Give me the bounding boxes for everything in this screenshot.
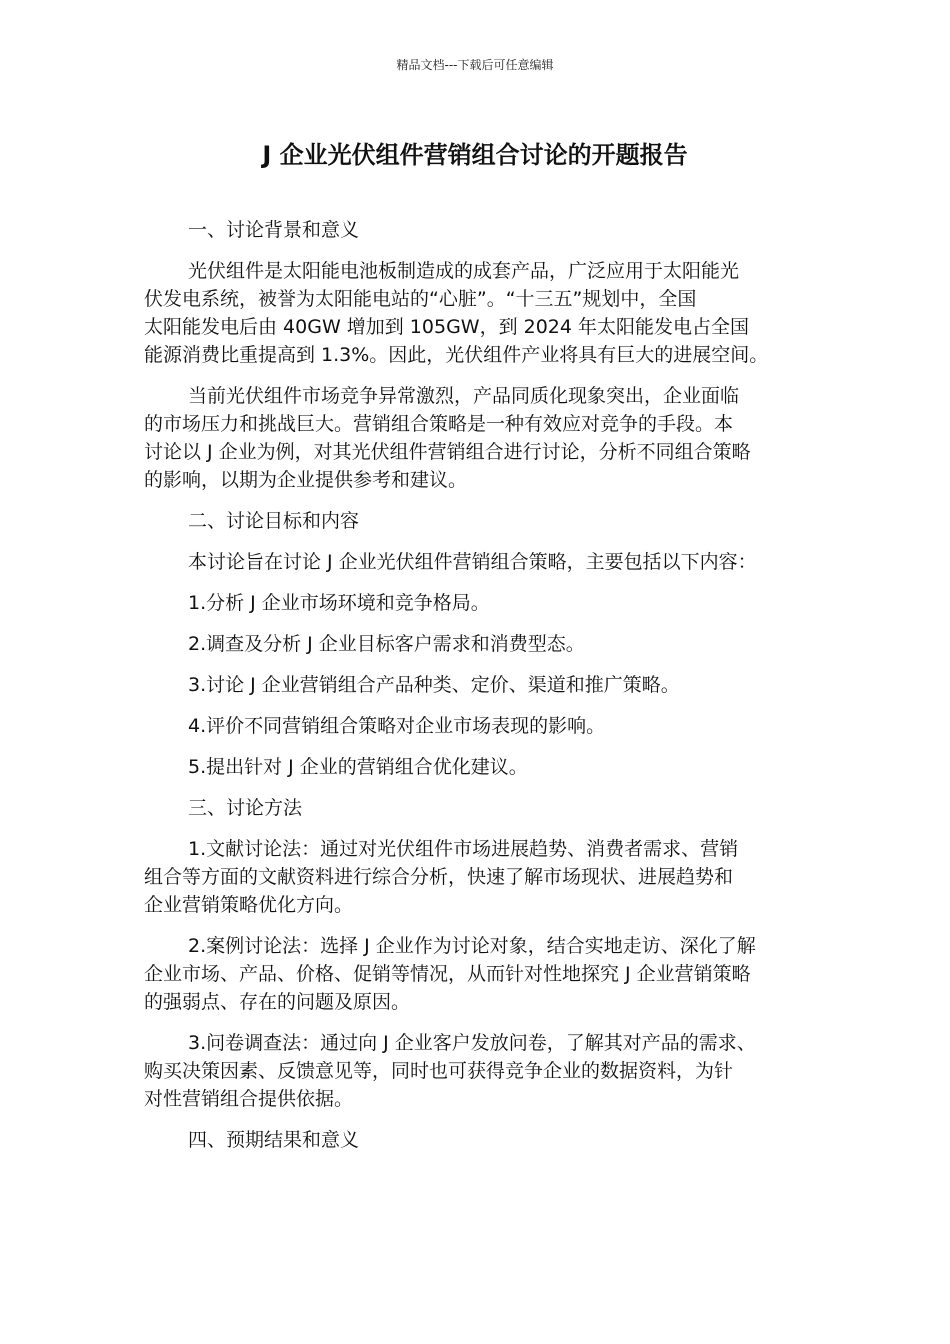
list-item-objective-5: 5.提出针对 J 企业的营销组合优化建议。: [188, 756, 528, 778]
document-title: J 企业光伏组件营销组合讨论的开题报告: [262, 141, 688, 169]
list-item-objective-2: 2.调查及分析 J 企业目标客户需求和消费型态。: [188, 633, 585, 655]
paragraph-pv-module-intro: 光伏组件是太阳能电池板制造成的成套产品，广泛应用于太阳能光 伏发电系统，被誉为太阳能电站的“心脏”。“十三五”规划中，全国 太阳能发电后由 40GW 增加到 105GW，到 2024 年太阳能发电占全国 能源消费比重提高到 1.3%。因此，光伏组件产业将具有巨大的进展空间。: [144, 260, 769, 366]
list-item-method-survey: 3.问卷调查法：通过向 J 企业客户发放问卷，了解其对产品的需求、 购买决策因素、反馈意见等，同时也可获得竞争企业的数据资料，为针 对性营销组合提供依据。: [144, 1032, 756, 1110]
section-heading-methods: 三、讨论方法: [188, 797, 303, 819]
section-heading-background: 一、讨论背景和意义: [188, 219, 360, 241]
paragraph-objectives-intro: 本讨论旨在讨论 J 企业光伏组件营销组合策略，主要包括以下内容：: [188, 551, 757, 573]
list-item-objective-1: 1.分析 J 企业市场环境和竞争格局。: [188, 592, 490, 614]
list-item-objective-3: 3.讨论 J 企业营销组合产品种类、定价、渠道和推广策略。: [188, 674, 680, 696]
list-item-objective-4: 4.评价不同营销组合策略对企业市场表现的影响。: [188, 715, 606, 737]
section-heading-expected-results: 四、预期结果和意义: [188, 1129, 360, 1151]
list-item-method-case-study: 2.案例讨论法：选择 J 企业作为讨论对象，结合实地走访、深化了解 企业市场、产品、价格、促销等情况，从而针对性地探究 J 企业营销策略 的强弱点、存在的问题及原因。: [144, 935, 756, 1013]
page-header-note: 精品文档---下载后可任意编辑: [396, 58, 554, 72]
section-heading-objectives: 二、讨论目标和内容: [188, 510, 360, 532]
document-body: [144, 216, 820, 1167]
paragraph-market-competition: 当前光伏组件市场竞争异常激烈，产品同质化现象突出，企业面临 的市场压力和挑战巨大。营销组合策略是一种有效应对竞争的手段。本 讨论以 J 企业为例，对其光伏组件营销组合进行讨论，分析不同组合策略 的影响，以期为企业提供参考和建议。: [144, 385, 751, 491]
list-item-method-literature: 1.文献讨论法：通过对光伏组件市场进展趋势、消费者需求、营销 组合等方面的文献资料进行综合分析，快速了解市场现状、进展趋势和 企业营销策略优化方向。: [144, 838, 739, 916]
